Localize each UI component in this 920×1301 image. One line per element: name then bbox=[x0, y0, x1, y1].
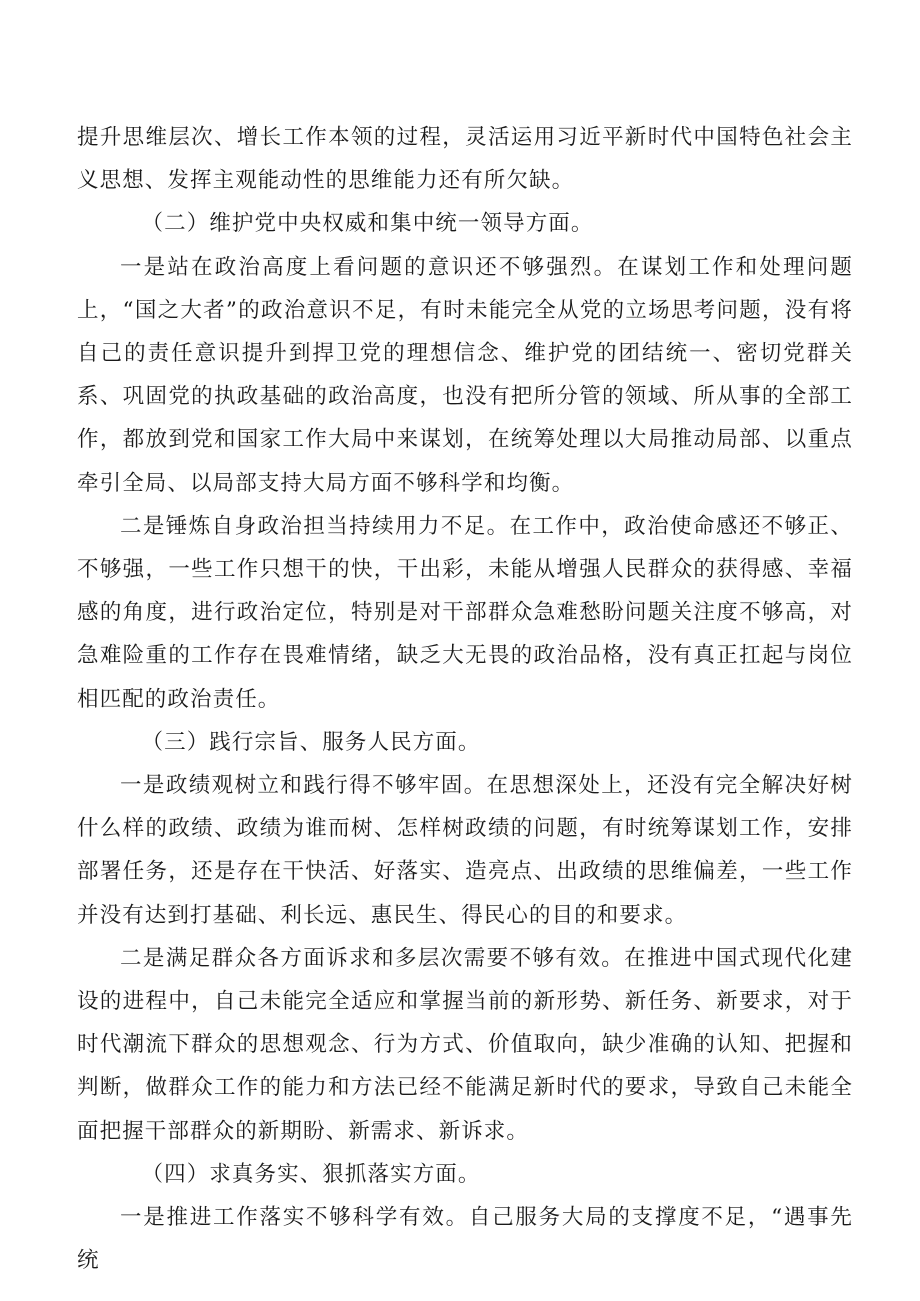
section-heading-2: （二）维护党中央权威和集中统一领导方面。 bbox=[141, 211, 594, 237]
paragraph: 二是锤炼自身政治担当持续用力不足。在工作中，政治使命感还不够正、不够强，一些工作只想干的快，干出彩，未能从增强人民群众的获得感、幸福感的角度，进行政治定位，特别是对干部群众急难愁盼问题关注度不够高，对急难险重的工作存在畏难情绪，缺乏大无畏的政治品格，没有真正扛起与岗位相匹配的政治责任。 bbox=[77, 513, 853, 712]
paragraph: 一是政绩观树立和践行得不够牢固。在思想深处上，还没有完全解决好树什么样的政绩、政绩为谁而树、怎样树政绩的问题，有时统筹谋划工作，安排部署任务，还是存在干快活、好落实、造亮点、出政绩的思维偏差，一些工作并没有达到打基础、利长远、惠民生、得民心的目的和要求。 bbox=[77, 773, 853, 928]
section-heading-4: （四）求真务实、狠抓落实方面。 bbox=[141, 1161, 481, 1187]
paragraph: 二是满足群众各方面诉求和多层次需要不够有效。在推进中国式现代化建设的进程中，自己未能完全适应和掌握当前的新形势、新任务、新要求，对于时代潮流下群众的思想观念、行为方式、价值取向，缺少准确的认知、把握和判断，做群众工作的能力和方法已经不能满足新时代的要求，导致自己未能全面把握干部群众的新期盼、新需求、新诉求。 bbox=[77, 945, 853, 1144]
paragraph: 一是推进工作落实不够科学有效。自己服务大局的支撑度不足，“遇事先统 bbox=[77, 1205, 853, 1274]
paragraph: 一是站在政治高度上看问题的意识还不够强烈。在谋划工作和处理问题上，“国之大者”的政治意识不足，有时未能完全从党的立场思考问题，没有将自己的责任意识提升到捍卫党的理想信念、维护党的团结统一、密切党群关系、巩固党的执政基础的政治高度，也没有把所分管的领域、所从事的全部工作，都放到党和国家工作大局中来谋划，在统筹处理以大局推动局部、以重点牵引全局、以局部支持大局方面不够科学和均衡。 bbox=[77, 254, 853, 496]
document-body bbox=[77, 116, 853, 1282]
paragraph-continued: 提升思维层次、增长工作本领的过程，灵活运用习近平新时代中国特色社会主义思想、发挥主观能动性的思维能力还有所欠缺。 bbox=[77, 125, 853, 194]
section-heading-3: （三）践行宗旨、服务人民方面。 bbox=[141, 729, 481, 755]
